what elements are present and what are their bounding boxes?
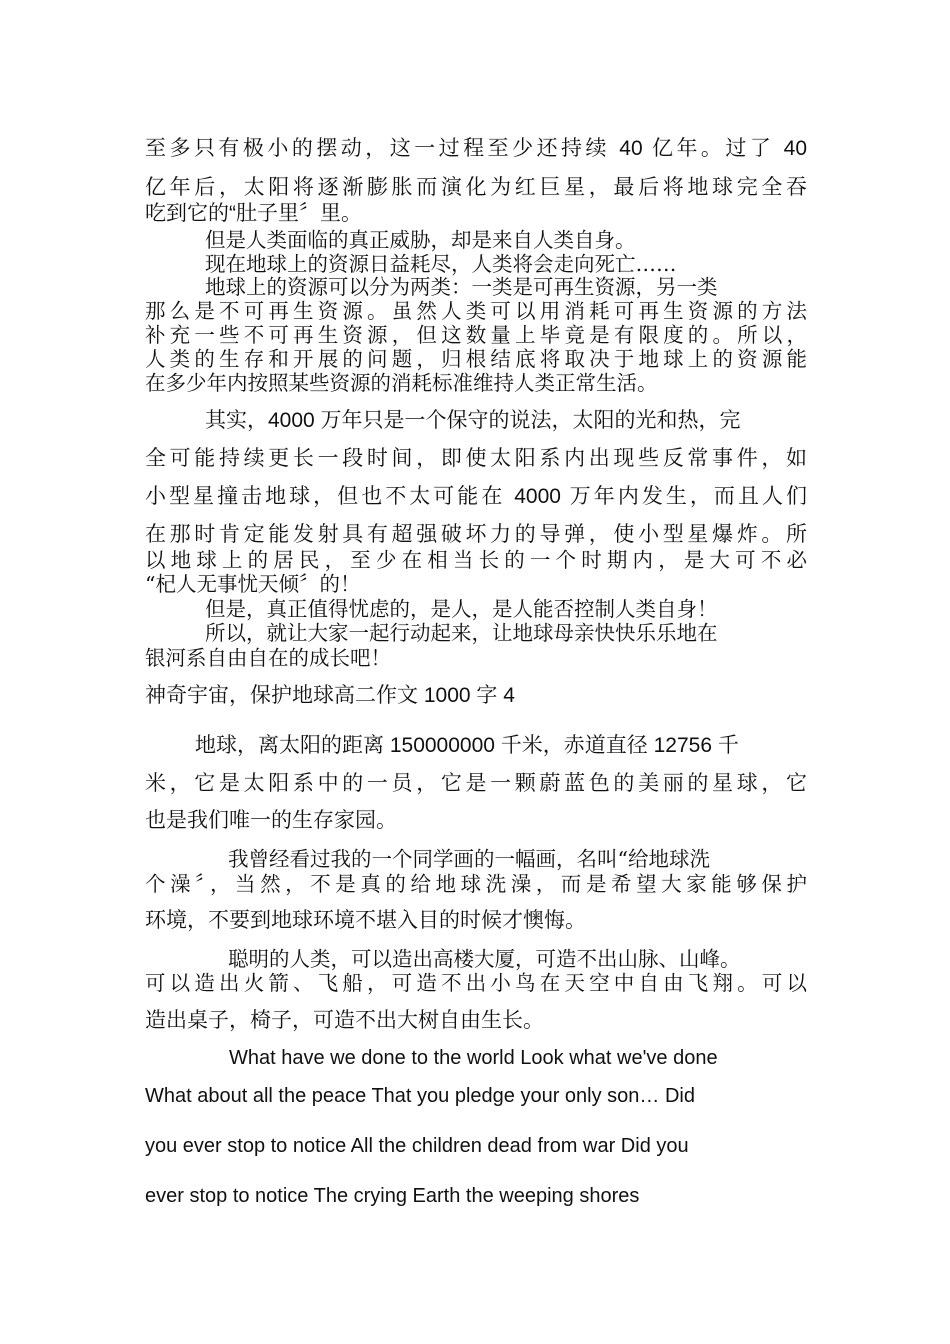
text-line: 至多只有极小的摆动，这一过程至少还持续 40 亿年。过了 40: [145, 137, 807, 160]
text-line: 那么是不可再生资源。虽然人类可以用消耗可再生资源的方法: [145, 299, 807, 323]
text-line: 人类的生存和开展的问题，归根结底将取决于地球上的资源能: [145, 347, 807, 371]
text-line: 但是人类面临的真正威胁，却是来自人类自身。: [205, 228, 636, 252]
section-heading: 神奇宇宙，保护地球高二作文 1000 字 4: [145, 684, 515, 707]
text-line: 可以造出火箭、飞船，可造不出小鸟在天空中自由飞翔。可以: [145, 971, 807, 995]
lyric-line: What have we done to the world Look what we've done: [229, 1047, 718, 1069]
text-line: 米，它是太阳系中的一员，它是一颗蔚蓝色的美丽的星球，它: [145, 772, 807, 795]
lyric-line: What about all the peace That you pledge your only son… Did: [145, 1085, 695, 1107]
text-line: 聪明的人类，可以造出高楼大厦，可造不出山脉、山峰。: [228, 947, 741, 971]
text-line: 在那时肯定能发射具有超强破坏力的导弹，使小型星爆炸。所: [145, 523, 807, 546]
text-line: 银河系自由自在的成长吧！: [145, 646, 391, 670]
lyric-line: ever stop to notice The crying Earth the weeping shores: [145, 1185, 640, 1207]
text-line: 现在地球上的资源日益耗尽，人类将会走向死亡……: [205, 252, 677, 276]
text-line: 地球，离太阳的距离 150000000 千米，赤道直径 12756 千: [195, 734, 739, 757]
text-line: 其实，4000 万年只是一个保守的说法，太阳的光和热，完: [205, 409, 741, 432]
text-line: 地球上的资源可以分为两类：一类是可再生资源，另一类: [205, 275, 718, 299]
text-line: 补充一些不可再生资源，但这数量上毕竟是有限度的。所以，: [145, 323, 807, 347]
text-line: 以地球上的居民，至少在相当长的一个时期内，是大可不必: [145, 548, 807, 572]
text-line: 全可能持续更长一段时间，即使太阳系内出现些反常事件，如: [145, 447, 807, 470]
text-line: 小型星撞击地球，但也不太可能在 4000 万年内发生，而且人们: [145, 485, 807, 508]
text-line: 也是我们唯一的生存家园。: [145, 809, 397, 832]
lyric-line: you ever stop to notice All the children dead from war Did you: [145, 1135, 689, 1157]
text-line: 造出桌子，椅子，可造不出大树自由生长。: [145, 1009, 544, 1032]
text-line: 环境，不要到地球环境不堪入目的时候才懊悔。: [145, 909, 586, 932]
text-line: 我曾经看过我的一个同学画的一幅画，名叫“给地球洗: [228, 847, 710, 871]
text-line: 在多少年内按照某些资源的消耗标准维持人类正常生活。: [145, 371, 658, 395]
text-line: 但是，真正值得忧虑的，是人，是人能否控制人类自身！: [205, 597, 718, 621]
text-line: 亿年后，太阳将逐渐膨胀而演化为红巨星，最后将地球完全吞: [145, 176, 807, 199]
text-line: “杞人无事忧天倾〞的！: [145, 572, 361, 596]
text-line: 所以，就让大家一起行动起来，让地球母亲快快乐乐地在: [205, 621, 718, 645]
text-line: 个澡〞，当然，不是真的给地球洗澡，而是希望大家能够保护: [145, 872, 807, 896]
text-line: 吃到它的“肚子里〞里。: [145, 202, 362, 225]
